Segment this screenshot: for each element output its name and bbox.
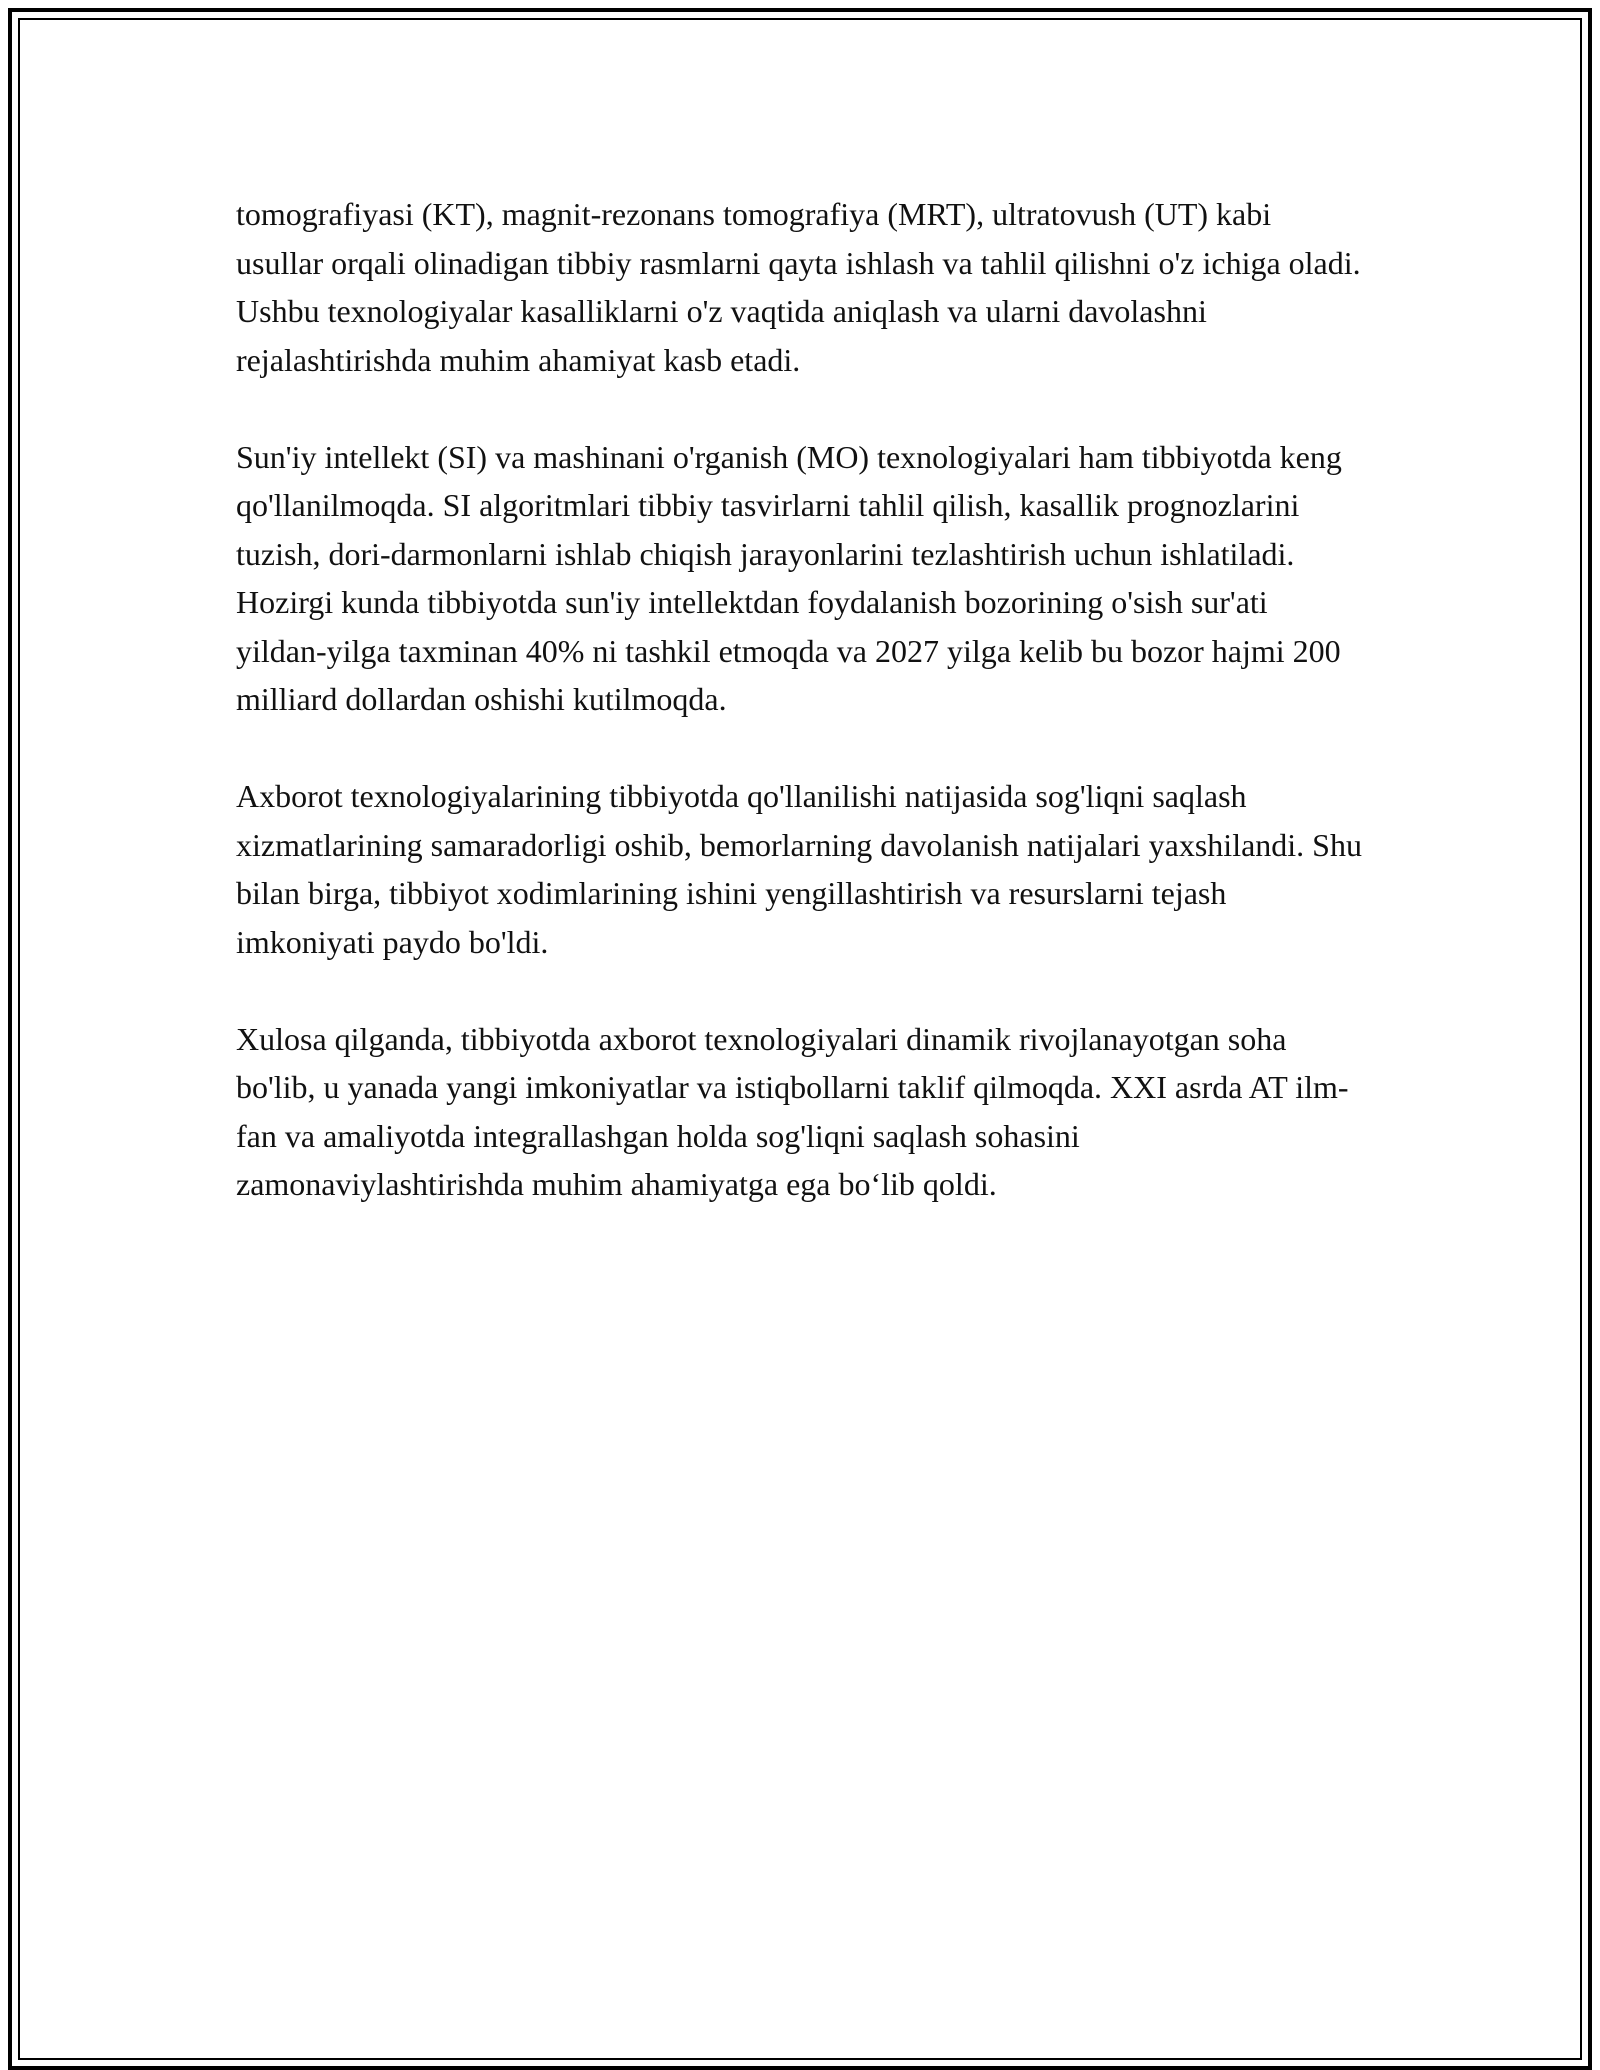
paragraph-it-benefits: Axborot texnologiyalarining tibbiyotda qo'llanilishi natijasida sog'liqni saqlash xizmatlarining samaradorligi oshib, bemorlarning davolanish natijalari yaxshilandi. Shu bilan birga, tibbiyot xodimlarining ishini yengillashtirish va resurslarni tejash imkoniyati paydo bo'ldi.: [236, 778, 1362, 960]
paragraph-artificial-intelligence: Sun'iy intellekt (SI) va mashinani o'rganish (MO) texnologiyalari ham tibbiyotda keng qo'llanilmoqda. SI algoritmlari tibbiy tasvirlarni tahlil qilish, kasallik prognozlarini tuzish, dori-darmonlarni ishlab chiqish jarayonlarini tezlashtirish uchun ishlatiladi. Hozirgi kunda tibbiyotda sun'iy intellektdan foydalanish bozorining o'sish sur'ati yildan-yilga taxminan 40% ni tashkil etmoqda va 2027 yilga kelib bu bozor hajmi 200 milliard dollardan oshishi kutilmoqda.: [236, 438, 1342, 717]
document-body: [236, 190, 1366, 1257]
paragraph-medical-imaging: tomografiyasi (KT), magnit-rezonans tomografiya (MRT), ultratovush (UT) kabi usullar orqali olinadigan tibbiy rasmlarni qayta ishlash va tahlil qilishni o'z ichiga oladi. Ushbu texnologiyalar kasalliklarni o'z vaqtida aniqlash va ularni davolashni rejalashtirishda muhim ahamiyat kasb etadi.: [236, 196, 1361, 378]
paragraph-conclusion: Xulosa qilganda, tibbiyotda axborot texnologiyalari dinamik rivojlanayotgan soha bo'lib, u yanada yangi imkoniyatlar va istiqbollarni taklif qilmoqda. XXI asrda AT ilm-fan va amaliyotda integrallashgan holda sog'liqni saqlash sohasini zamonaviylashtirishda muhim ahamiyatga ega bo‘lib qoldi.: [236, 1020, 1349, 1202]
